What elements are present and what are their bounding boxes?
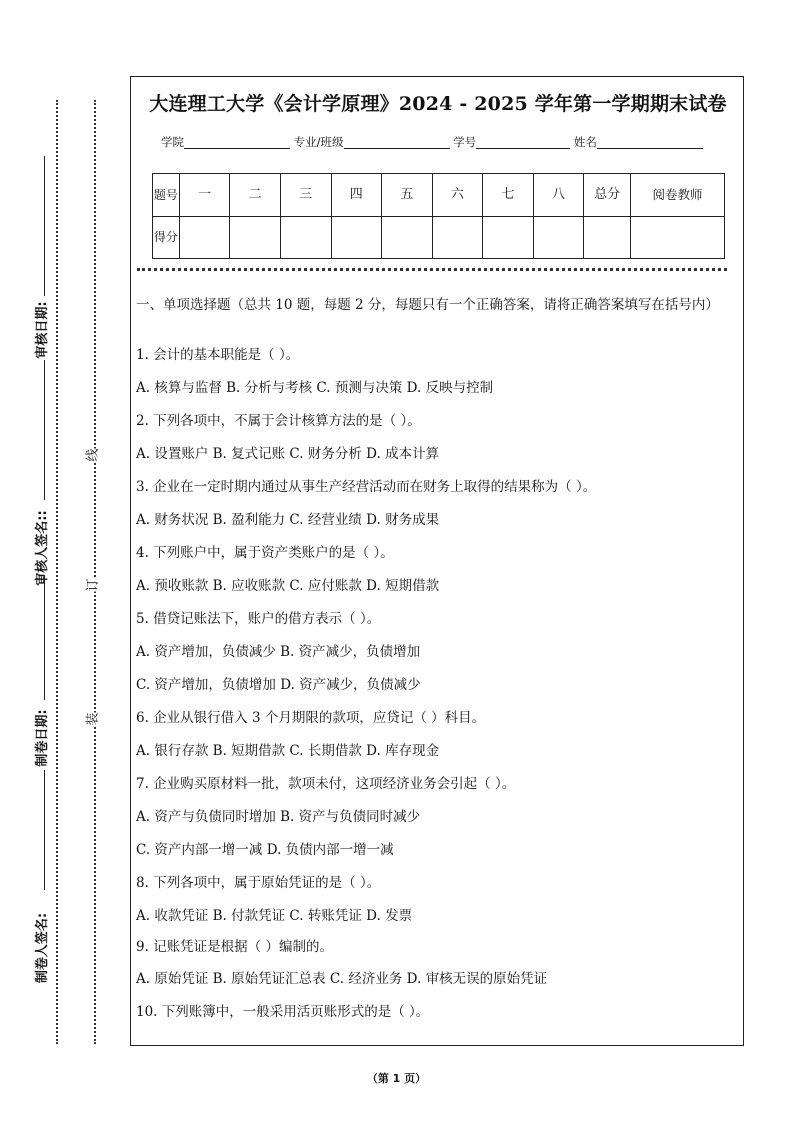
score-cell-total[interactable] <box>584 216 631 259</box>
score-cell-2[interactable] <box>230 216 281 259</box>
reviewer-sign-label: 审核人签名:: <box>35 510 50 586</box>
maker-sign-line <box>44 770 45 890</box>
col-1: 一 <box>179 174 230 217</box>
exam-title: 大连理工大学《会计学原理》2024 - 2025 学年第一学期期末试卷 <box>149 93 727 115</box>
score-label: 得分 <box>153 216 180 259</box>
name-label: 姓名 <box>573 135 597 149</box>
question-5-options-cd: C. 资产增加，负债增加 D. 资产减少，负债减少 <box>136 677 421 693</box>
student-info-row <box>161 134 703 150</box>
score-table-score-row <box>153 216 725 259</box>
question-1: 1. 会计的基本职能是（ ）。 <box>136 347 300 363</box>
question-6-options: A. 银行存款 B. 短期借款 C. 长期借款 D. 库存现金 <box>136 743 440 759</box>
score-table <box>152 173 725 259</box>
score-cell-1[interactable] <box>179 216 230 259</box>
major-class-field[interactable] <box>344 136 450 149</box>
col-8: 八 <box>533 174 584 217</box>
score-cell-3[interactable] <box>280 216 331 259</box>
question-4: 4. 下列账户中，属于资产类账户的是（ ）。 <box>136 545 394 561</box>
question-2: 2. 下列各项中，不属于会计核算方法的是（ ）。 <box>136 413 421 429</box>
col-grader: 阅卷教师 <box>630 174 724 217</box>
score-cell-8[interactable] <box>533 216 584 259</box>
score-cell-4[interactable] <box>331 216 382 259</box>
col-3: 三 <box>280 174 331 217</box>
college-field[interactable] <box>184 136 290 149</box>
section-heading: 一、单项选择题（总共 10 题，每题 2 分，每题只有一个正确答案，请将正确答案填写在括号内） <box>136 297 719 313</box>
col-6: 六 <box>432 174 483 217</box>
exam-frame <box>130 76 744 1046</box>
reviewer-date-line <box>44 156 45 296</box>
col-total: 总分 <box>584 174 631 217</box>
student-id-label: 学号 <box>453 135 477 149</box>
name-field[interactable] <box>597 136 703 149</box>
college-label: 学院 <box>161 135 184 149</box>
score-cell-grader[interactable] <box>630 216 724 259</box>
binding-char-ding: 订 <box>85 578 101 592</box>
question-3: 3. 企业在一定时期内通过从事生产经营活动而在财务上取得的结果称为（ ）。 <box>136 479 597 495</box>
reviewer-date-label: 审核日期: <box>35 301 50 359</box>
col-2: 二 <box>230 174 281 217</box>
question-8-options: A. 收款凭证 B. 付款凭证 C. 转账凭证 D. 发票 <box>136 908 413 924</box>
score-cell-5[interactable] <box>382 216 433 259</box>
maker-date-label: 制卷日期: <box>35 709 50 767</box>
question-5: 5. 借贷记账法下，账户的借方表示（ ）。 <box>136 611 381 627</box>
maker-sign-label: 制卷人签名: <box>35 912 50 984</box>
score-cell-7[interactable] <box>483 216 534 259</box>
question-8: 8. 下列各项中，属于原始凭证的是（ ）。 <box>136 875 381 891</box>
major-label: 专业/班级 <box>293 135 344 149</box>
question-number-label: 题号 <box>153 174 180 217</box>
col-5: 五 <box>382 174 433 217</box>
maker-date-line <box>44 575 45 700</box>
score-table-header-row <box>153 174 725 217</box>
separator-dotted-line <box>137 268 727 271</box>
binding-char-zhuang: 装 <box>85 712 101 726</box>
col-4: 四 <box>331 174 382 217</box>
question-3-options: A. 财务状况 B. 盈利能力 C. 经营业绩 D. 财务成果 <box>136 512 440 528</box>
question-10: 10. 下列账簿中，一般采用活页账形式的是（ ）。 <box>136 1004 430 1020</box>
margin-dotted-line-outer <box>56 100 58 1044</box>
page-number: （第 1 页） <box>366 1072 427 1085</box>
score-cell-6[interactable] <box>432 216 483 259</box>
question-7-options-cd: C. 资产内部一增一减 D. 负债内部一增一减 <box>136 842 394 858</box>
question-9-options: A. 原始凭证 B. 原始凭证汇总表 C. 经济业务 D. 审核无误的原始凭证 <box>136 971 548 987</box>
col-7: 七 <box>483 174 534 217</box>
question-1-options: A. 核算与监督 B. 分析与考核 C. 预测与决策 D. 反映与控制 <box>136 380 494 396</box>
question-5-options-ab: A. 资产增加，负债减少 B. 资产减少，负债增加 <box>136 644 421 660</box>
student-id-field[interactable] <box>476 136 570 149</box>
question-7: 7. 企业购买原材料一批，款项未付，这项经济业务会引起（ ）。 <box>136 776 516 792</box>
question-6: 6. 企业从银行借入 3 个月期限的款项，应贷记（ ）科目。 <box>136 710 486 726</box>
question-4-options: A. 预收账款 B. 应收账款 C. 应付账款 D. 短期借款 <box>136 578 440 594</box>
binding-char-xian: 线 <box>85 448 101 462</box>
question-9: 9. 记账凭证是根据（ ）编制的。 <box>136 939 333 955</box>
margin-dotted-line-inner <box>94 100 96 1044</box>
question-7-options-ab: A. 资产与负债同时增加 B. 资产与负债同时减少 <box>136 809 421 825</box>
reviewer-sign-line <box>44 360 45 500</box>
question-2-options: A. 设置账户 B. 复式记账 C. 财务分析 D. 成本计算 <box>136 446 440 462</box>
